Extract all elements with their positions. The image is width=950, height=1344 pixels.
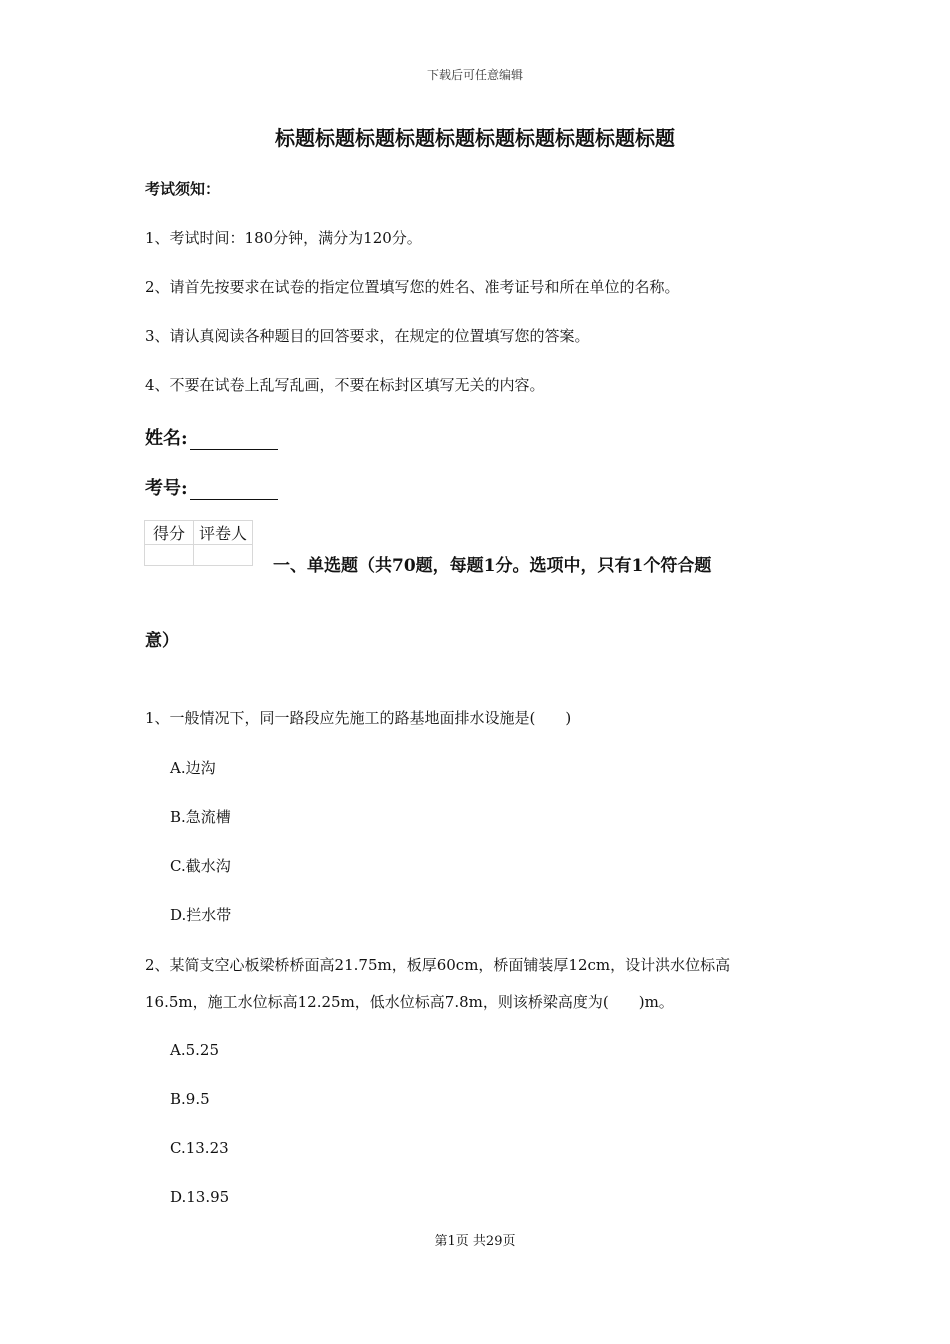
section-title-cont: 意）: [145, 631, 179, 651]
notice-item: 4、不要在试卷上乱写乱画，不要在标封区填写无关的内容。: [145, 376, 545, 394]
page-header: 下载后可任意编辑: [426, 68, 523, 82]
option-c: C.截水沟: [170, 857, 231, 875]
notice-item: 3、请认真阅读各种题目的回答要求，在规定的位置填写您的答案。: [145, 327, 590, 345]
name-label: 姓名:: [145, 428, 188, 449]
option-a: A.边沟: [170, 759, 216, 777]
name-field: [145, 424, 278, 450]
score-cell: [145, 545, 194, 566]
option-b: B.9.5: [170, 1090, 210, 1108]
page-footer: 第1页 共29页: [434, 1234, 516, 1249]
notice-item: 2、请首先按要求在试卷的指定位置填写您的姓名、准考证号和所在单位的名称。: [145, 278, 680, 296]
question-stem: 1、一般情况下，同一路段应先施工的路基地面排水设施是( ): [145, 709, 572, 727]
option-d: D.拦水带: [170, 906, 232, 924]
option-a: A.5.25: [170, 1041, 219, 1059]
exam-id-blank[interactable]: [190, 481, 278, 500]
exam-id-label: 考号:: [145, 478, 188, 499]
option-b: B.急流槽: [170, 808, 231, 826]
option-d: D.13.95: [170, 1188, 230, 1206]
name-blank[interactable]: [190, 431, 278, 450]
exam-id-field: [145, 474, 278, 500]
option-c: C.13.23: [170, 1139, 229, 1157]
grader-header: 评卷人: [194, 521, 253, 545]
document-title: 标题标题标题标题标题标题标题标题标题标题: [275, 126, 675, 150]
score-header: 得分: [145, 521, 194, 545]
notice-item: 1、考试时间：180分钟，满分为120分。: [145, 229, 422, 247]
question-stem: 2、某简支空心板梁桥桥面高21.75m，板厚60cm，桥面铺装厚12cm，设计洪水位标高: [145, 956, 731, 974]
section-title: 一、单选题（共70题，每题1分。选项中，只有1个符合题: [273, 556, 712, 576]
notice-heading: 考试须知：: [145, 180, 221, 198]
question-stem-cont: 16.5m，施工水位标高12.25m，低水位标高7.8m，则该桥梁高度为( )m。: [145, 993, 674, 1011]
grader-cell: [194, 545, 253, 566]
score-table: [144, 520, 253, 566]
